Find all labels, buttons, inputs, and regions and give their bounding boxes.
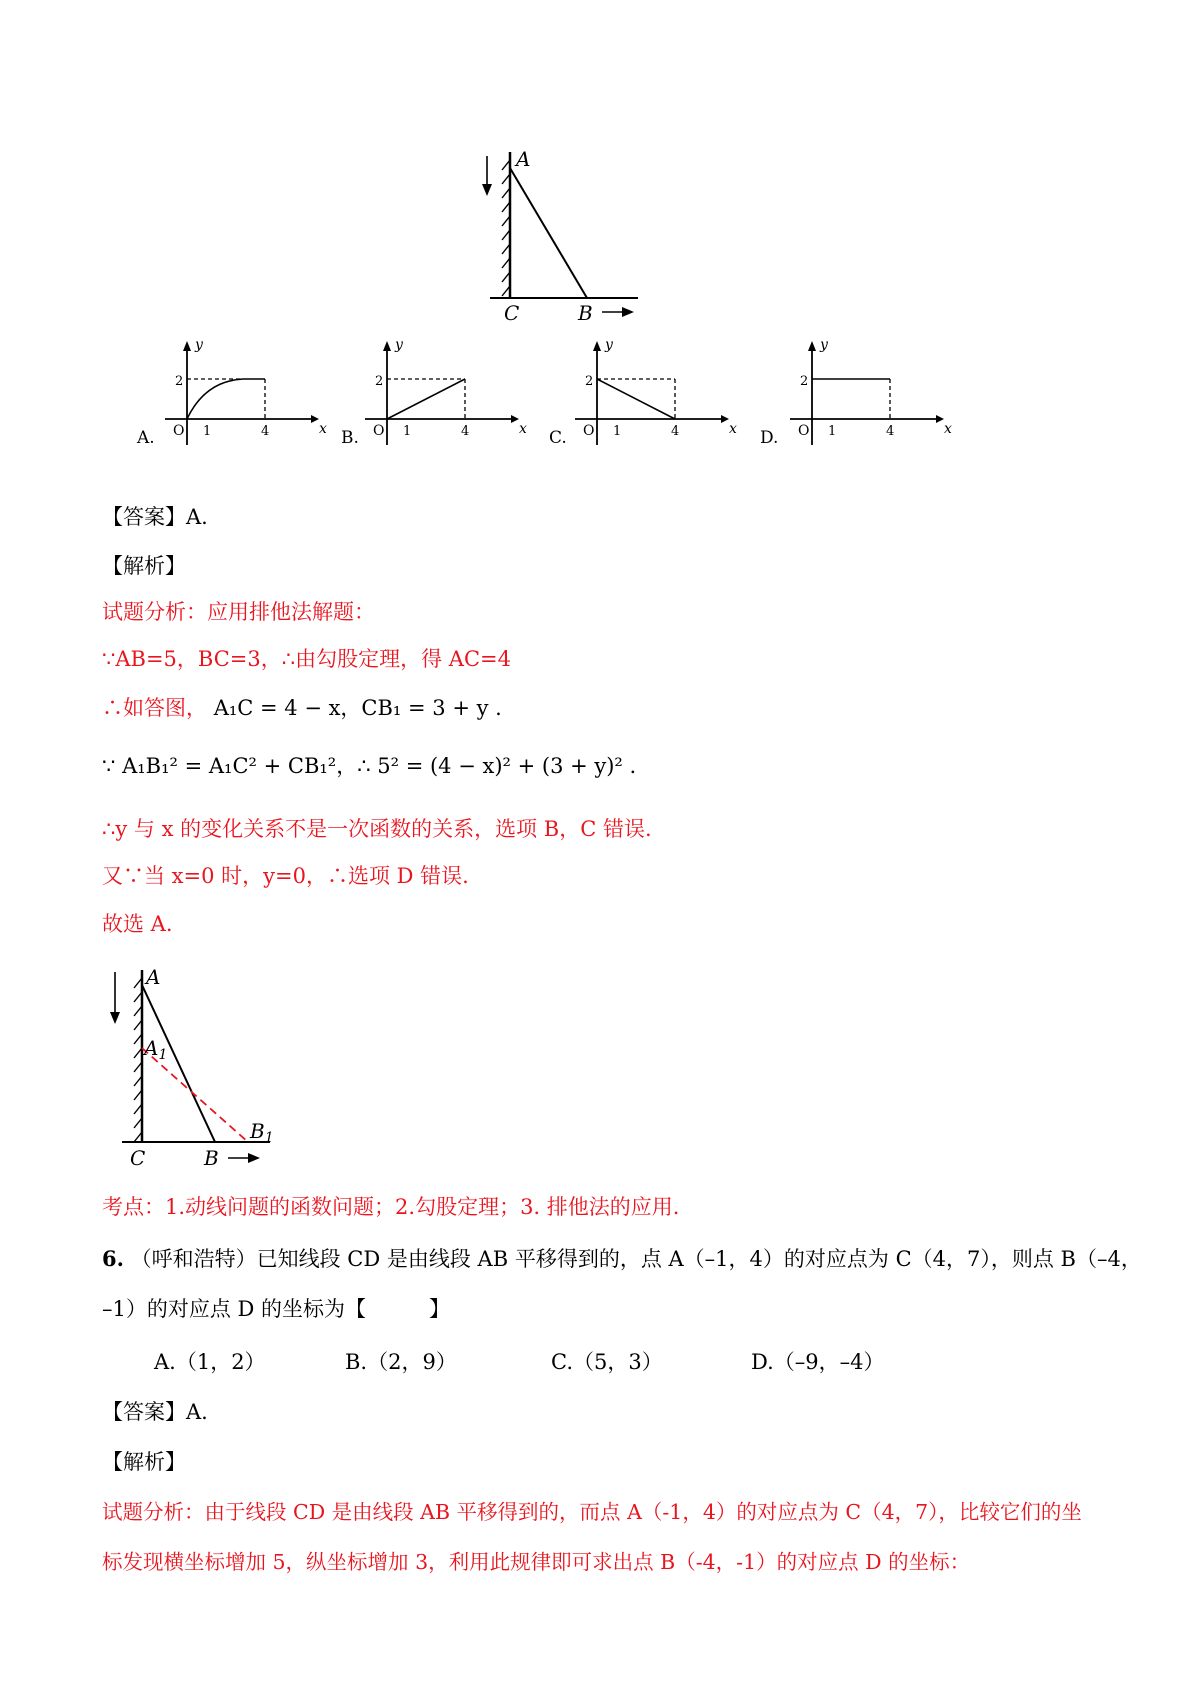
q5-knowledge-points: 考点：1.动线问题的函数问题；2.勾股定理；3. 排他法的应用. (102, 1195, 680, 1219)
x-axis-label: x (944, 421, 952, 437)
q6-stem-line-1 (102, 1245, 1142, 1273)
q6-option-c: C.（5，3） (551, 1350, 663, 1374)
graph-option-a (135, 335, 335, 455)
q6-analysis-line-1: 试题分析：由于线段 CD 是由线段 AB 平移得到的，而点 A（-1，4）的对应点为 C（4，7），比较它们的坐 (102, 1500, 1082, 1524)
option-letter: C. (549, 428, 567, 448)
q6-analysis-line-2: 标发现横坐标增加 5，纵坐标增加 3，利用此规律即可求出点 B（-4，-1）的对应点 D 的坐标： (102, 1550, 971, 1574)
q6-number: 6. (102, 1246, 124, 1271)
origin-label: O (583, 423, 595, 439)
option-letter: A. (137, 428, 155, 448)
x-axis-label: x (729, 421, 737, 437)
q5-formula-2: A₁B₁² = A₁C² + CB₁²，∴ 5² = (4 − x)² + (3 + y)² . (122, 754, 637, 778)
label-point-b1: $B_1$ (250, 1119, 274, 1146)
answer-ladder-figure (100, 960, 300, 1175)
option-letter: B. (341, 428, 359, 448)
x-tick-1: 1 (613, 424, 622, 439)
x-tick-4: 4 (886, 424, 895, 439)
x-tick-4: 4 (261, 424, 270, 439)
x-axis-label: x (319, 421, 327, 437)
y-tick-2: 2 (800, 374, 809, 389)
q5-analysis-line-4 (102, 752, 636, 780)
y-tick-2: 2 (175, 374, 184, 389)
label-point-a1: $A_1$ (144, 1036, 168, 1063)
q6-option-b: B.（2，9） (345, 1350, 457, 1374)
y-tick-2: 2 (585, 374, 594, 389)
q5-line-3-text: ∴如答图， (102, 696, 207, 720)
label-point-a: A (516, 147, 531, 171)
label-point-b: B (204, 1146, 219, 1170)
x-tick-4: 4 (671, 424, 680, 439)
q6-option-d: D.（–9，–4） (751, 1350, 885, 1374)
label-point-c: C (130, 1146, 146, 1170)
q5-analysis-line-7: 故选 A. (102, 912, 173, 936)
option-letter: D. (760, 428, 779, 448)
q5-line-4-prefix: ∵ (102, 754, 116, 778)
origin-label: O (798, 423, 810, 439)
x-axis-label: x (519, 421, 527, 437)
q5-formula-1: A₁C = 4 − x，CB₁ = 3 + y . (213, 696, 502, 720)
q6-stem-line-2: –1）的对应点 D 的坐标为【 】 (102, 1297, 451, 1321)
ladder-figure (470, 140, 650, 330)
graph-option-b (335, 335, 535, 455)
q5-analysis-label: 【解析】 (102, 554, 186, 578)
y-axis-label: y (195, 337, 203, 353)
q6-stem-text: （呼和浩特）已知线段 CD 是由线段 AB 平移得到的，点 A（–1，4）的对应点为 C（4，7），则点 B（–4， (130, 1247, 1142, 1271)
x-tick-1: 1 (828, 424, 837, 439)
q5-analysis-line-6: 又∵当 x=0 时，y=0，∴选项 D 错误. (102, 864, 469, 888)
label-point-a: A (146, 965, 161, 989)
q5-analysis-line-3 (102, 694, 502, 722)
q6-answer: 【答案】A. (102, 1400, 208, 1424)
graph-option-c (545, 335, 745, 455)
x-tick-1: 1 (403, 424, 412, 439)
y-axis-label: y (605, 337, 613, 353)
graph-option-d (760, 335, 960, 455)
q6-analysis-label: 【解析】 (102, 1450, 186, 1474)
y-axis-label: y (820, 337, 828, 353)
q5-analysis-line-1: 试题分析：应用排他法解题： (102, 600, 375, 624)
x-tick-4: 4 (461, 424, 470, 439)
y-tick-2: 2 (375, 374, 384, 389)
y-axis-label: y (395, 337, 403, 353)
origin-label: O (173, 423, 185, 439)
q5-analysis-line-2: ∵AB=5，BC=3，∴由勾股定理，得 AC=4 (102, 647, 511, 671)
q6-option-a: A.（1，2） (154, 1350, 266, 1374)
q5-analysis-line-5: ∴y 与 x 的变化关系不是一次函数的关系，选项 B，C 错误. (102, 817, 652, 841)
origin-label: O (373, 423, 385, 439)
label-point-b: B (578, 301, 593, 325)
x-tick-1: 1 (203, 424, 212, 439)
q5-answer: 【答案】A. (102, 505, 208, 529)
label-point-c: C (504, 301, 520, 325)
